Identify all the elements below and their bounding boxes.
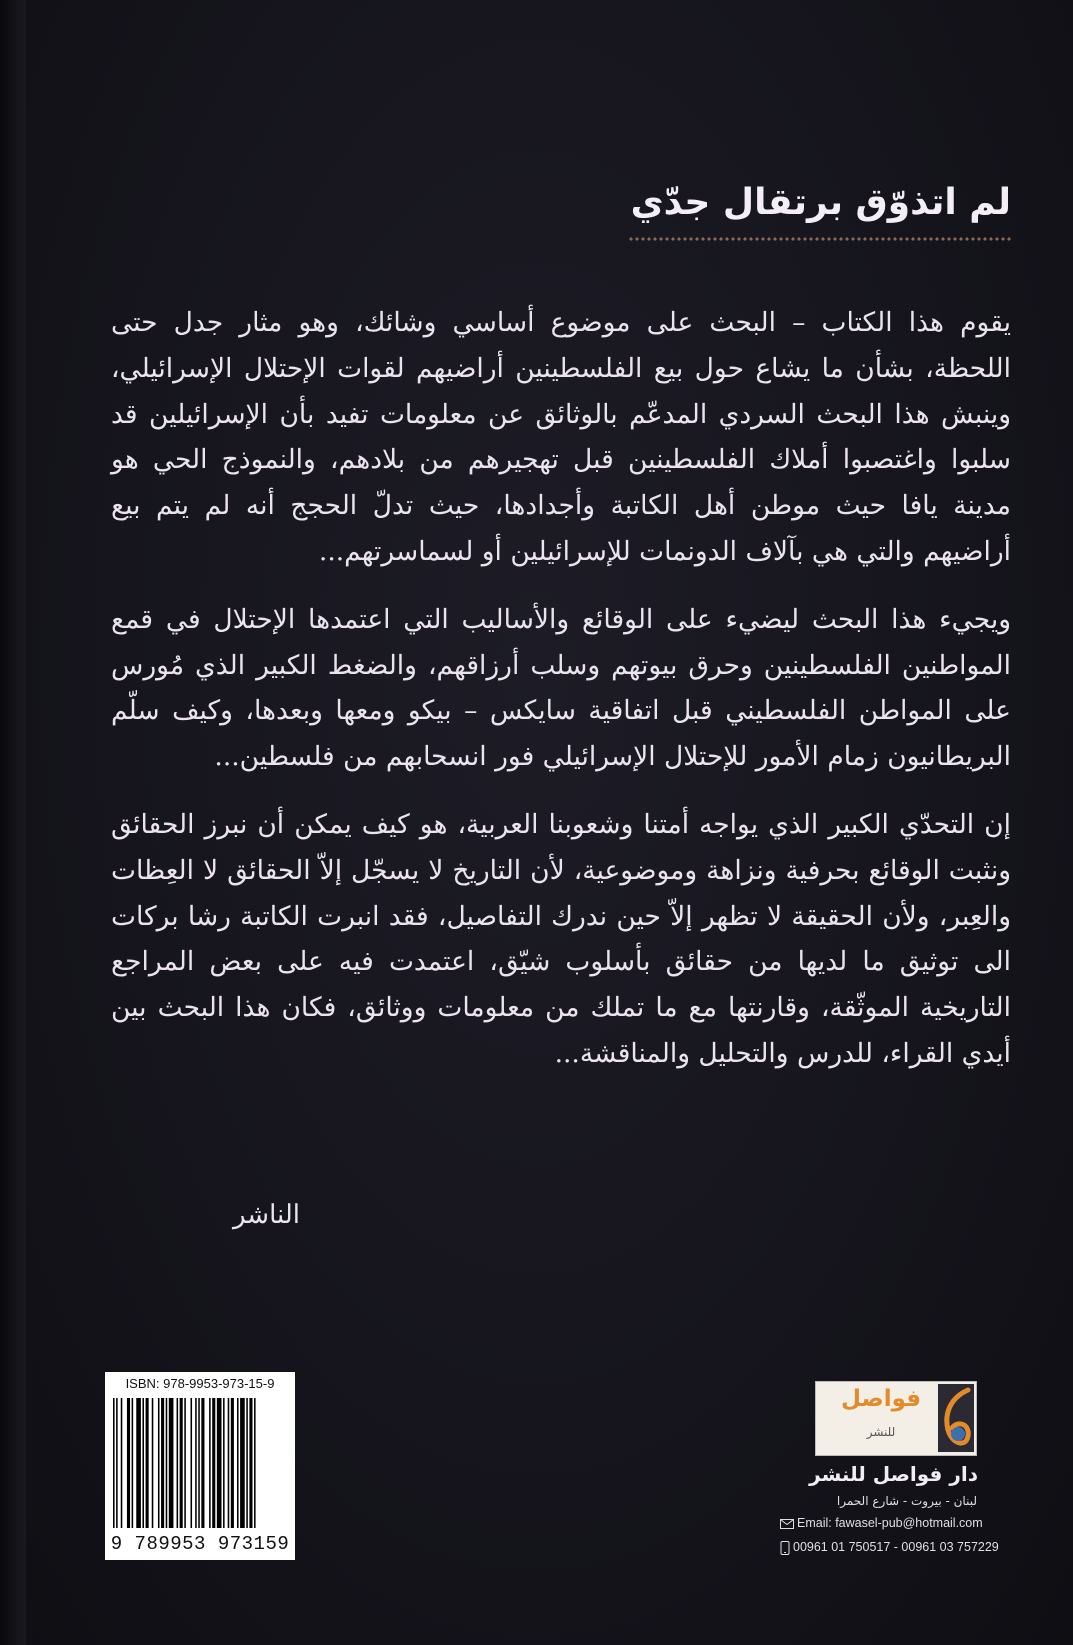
barcode-bar [152, 1398, 154, 1528]
barcode-digits: 9 789953 973159 [110, 1533, 290, 1555]
barcode-bar [201, 1398, 204, 1528]
barcode-bar [169, 1398, 174, 1528]
barcode-bar [177, 1398, 179, 1528]
barcode-bar [166, 1398, 168, 1528]
cover-spine-edge [0, 0, 26, 1645]
barcode-bar [136, 1398, 141, 1528]
barcode-bar [217, 1398, 222, 1528]
publisher-email [780, 1516, 1040, 1530]
logo-subtitle: للنشر [866, 1425, 896, 1439]
barcode-bar [195, 1398, 197, 1528]
logo-mark-icon [938, 1384, 974, 1452]
isbn-barcode [105, 1372, 295, 1560]
barcode-bar [180, 1398, 183, 1528]
publisher-phone-text: 00961 01 750517 - 00961 03 757229 [793, 1540, 999, 1554]
barcode-bar [184, 1398, 186, 1528]
barcode-bar [127, 1398, 130, 1528]
barcode-bar [142, 1398, 144, 1528]
title-dotted-rule [628, 236, 1013, 242]
barcode-bar [246, 1398, 248, 1528]
barcode-bar [209, 1398, 211, 1528]
barcode-bar [113, 1398, 115, 1528]
blurb-paragraph-2: ويجيء هذا البحث ليضيء على الوقائع والأساليب التي اعتمدها الإحتلال في قمع المواطنين الفلسطينين وحرق بيوتهم وسلب أرزاقهم، والضغط الكبير الذي مُورس على المواطن الفلسطيني قبل اتفاقية سايكس – بيكو ومعها وبعدها، وكيف سلّم البريطانيون زمام الأمور للإحتلال الإسرائيلي فور انسحابهم من فلسطين... [111, 603, 1011, 773]
envelope-icon [780, 1519, 794, 1529]
barcode-bars [113, 1398, 289, 1528]
barcode-bar [237, 1398, 239, 1528]
publisher-address: لبنان - بيروت - شارع الحمرا [836, 1494, 977, 1508]
publisher-name: دار فواصل للنشر [809, 1462, 978, 1486]
barcode-bar [161, 1398, 164, 1528]
barcode-bar [228, 1398, 230, 1528]
barcode-bar [146, 1398, 149, 1528]
barcode-bar [223, 1398, 225, 1528]
publisher-logo [815, 1381, 977, 1456]
blurb-paragraph-1: يقوم هذا الكتاب – البحث على موضوع أساسي وشائك، وهو مثار جدل حتى اللحظة، بشأن ما يشاع حول بيع الفلسطينين أراضيهم لقوات الإحتلال الإسرائيلي، وينبش هذا البحث السردي المدعّم بالوثائق عن معلومات تفيد بأن الإسرائيلين قد سلبوا واغتصبوا أملاك الفلسطينين قبل تهجيرهم من بلادهم، والنموذج الحي هو مدينة يافا حيث موطن أهل الكاتبة وأجدادها، حيث تدلّ الحجج أنه لم يتم بيع أراضيهم والتي هي بآلاف الدونمات للإسرائيلين أو لسماسرتهم... [111, 307, 1011, 567]
barcode-bar [212, 1398, 215, 1528]
publisher-signature: الناشر [232, 1200, 300, 1230]
blurb-paragraph-3: إن التحدّي الكبير الذي يواجه أمتنا وشعوبنا العربية، هو كيف يمكن أن نبرز الحقائق ونثبت الوقائع بحرفية ونزاهة وموضوعية، لأن التاريخ لا يسجّل إلاّ الحقائق لا العِظات والعِبر، ولأن الحقيقة لا تظهر إلاّ حين ندرك التفاصيل، فقد انبرت الكاتبة رشا بركات الى توثيق ما لديها من حقائق بأسلوب شيّق، اعتمدت فيه على بعض المراجع التاريخية الموثّقة، وقارنتها مع ما تملك من معلومات ووثائق، فكان هذا البحث بين أيدي القراء، للدرس والتحليل والمناقشة... [111, 808, 1011, 1069]
barcode-bar [116, 1398, 118, 1528]
publisher-phone [780, 1540, 1040, 1555]
publisher-email-text: Email: fawasel-pub@hotmail.com [797, 1516, 983, 1530]
barcode-bar [198, 1398, 200, 1528]
logo-name: فواصل [840, 1386, 922, 1412]
barcode-bar [240, 1398, 245, 1528]
barcode-bar [121, 1398, 123, 1528]
barcode-bar [158, 1398, 160, 1528]
phone-icon [780, 1541, 790, 1555]
book-title: لم اتذوّق برتقال جدّي [630, 182, 1011, 223]
barcode-bar [249, 1398, 252, 1528]
barcode-bar [132, 1398, 134, 1528]
blurb-text [111, 300, 1011, 1099]
barcode-bar [191, 1398, 193, 1528]
barcode-bar [231, 1398, 234, 1528]
isbn-number: ISBN: 978-9953-973-15-9 [125, 1376, 275, 1391]
barcode-bar [254, 1398, 256, 1528]
